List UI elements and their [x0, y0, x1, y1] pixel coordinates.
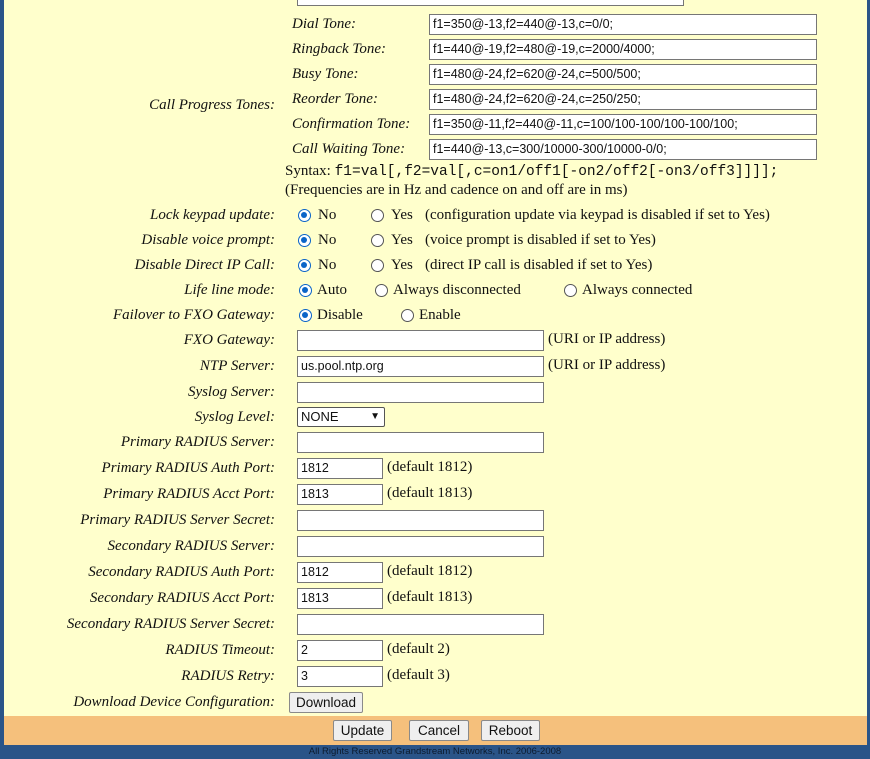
- secondary-secret-input[interactable]: [297, 614, 544, 635]
- primary-acct-port-label: Primary RADIUS Acct Port:: [103, 486, 275, 502]
- syslog-level-select[interactable]: [297, 407, 385, 427]
- secondary-acct-port-input[interactable]: 1813: [297, 588, 383, 609]
- disable-direct-yes-label: Yes: [391, 257, 413, 273]
- call-waiting-tone-input[interactable]: f1=440@-13,c=300/10000-300/10000-0/0;: [429, 139, 817, 160]
- action-bar: [4, 716, 867, 745]
- ntp-server-input[interactable]: us.pool.ntp.org: [297, 356, 544, 377]
- ntp-server-label: NTP Server:: [199, 358, 275, 374]
- dial-tone-input[interactable]: f1=350@-13,f2=440@-13,c=0/0;: [429, 14, 817, 35]
- radius-retry-label: RADIUS Retry:: [181, 668, 275, 684]
- disable-direct-no-label: No: [318, 257, 337, 273]
- secondary-secret-label: Secondary RADIUS Server Secret:: [66, 616, 275, 632]
- disable-direct-ip-label: Disable Direct IP Call:: [134, 257, 275, 273]
- syslog-server-input[interactable]: [297, 382, 544, 403]
- radius-timeout-label: RADIUS Timeout:: [165, 642, 275, 658]
- failover-disable-label: Disable: [317, 307, 363, 323]
- lock-keypad-label: Lock keypad update:: [150, 207, 275, 223]
- dial-tone-label: Dial Tone:: [292, 16, 357, 32]
- secondary-radius-server-label: Secondary RADIUS Server:: [107, 538, 275, 554]
- secondary-acct-port-label: Secondary RADIUS Acct Port:: [89, 590, 275, 606]
- primary-auth-port-label: Primary RADIUS Auth Port:: [101, 460, 275, 476]
- fxo-gateway-input[interactable]: [297, 330, 544, 351]
- disable-voice-yes-label: Yes: [391, 232, 413, 248]
- syntax-note: (Frequencies are in Hz and cadence on and off are in ms): [285, 182, 628, 198]
- failover-disable-radio[interactable]: [299, 309, 312, 322]
- primary-secret-label: Primary RADIUS Server Secret:: [80, 512, 275, 528]
- confirmation-tone-input[interactable]: f1=350@-11,f2=440@-11,c=100/100-100/100-100/100;: [429, 114, 817, 135]
- disable-voice-no-label: No: [318, 232, 337, 248]
- lock-keypad-no-label: No: [318, 207, 337, 223]
- ringback-tone-label: Ringback Tone:: [292, 41, 387, 57]
- life-line-connected-radio[interactable]: [564, 284, 577, 297]
- radius-timeout-note: (default 2): [387, 641, 450, 657]
- disable-voice-label: Disable voice prompt:: [141, 232, 275, 248]
- lock-keypad-note: (configuration update via keypad is disabled if set to Yes): [425, 207, 770, 223]
- download-button[interactable]: Download: [289, 692, 363, 713]
- update-button[interactable]: Update: [333, 720, 392, 741]
- failover-enable-label: Enable: [419, 307, 461, 323]
- failover-label: Failover to FXO Gateway:: [112, 307, 275, 323]
- primary-acct-port-note: (default 1813): [387, 485, 473, 501]
- secondary-acct-port-note: (default 1813): [387, 589, 473, 605]
- lock-keypad-yes-label: Yes: [391, 207, 413, 223]
- copyright-footer: All Rights Reserved Grandstream Networks, Inc. 2006-2008: [0, 745, 870, 759]
- primary-radius-server-label: Primary RADIUS Server:: [120, 434, 275, 450]
- disable-direct-yes-radio[interactable]: [371, 259, 384, 272]
- config-panel: [4, 0, 867, 716]
- primary-auth-port-note: (default 1812): [387, 459, 473, 475]
- chevron-down-icon: ▼: [370, 411, 380, 422]
- life-line-auto-label: Auto: [317, 282, 347, 298]
- disable-direct-no-radio[interactable]: [298, 259, 311, 272]
- syslog-server-label: Syslog Server:: [187, 384, 275, 400]
- confirmation-tone-label: Confirmation Tone:: [292, 116, 411, 132]
- life-line-auto-radio[interactable]: [299, 284, 312, 297]
- lock-keypad-no-radio[interactable]: [298, 209, 311, 222]
- cancel-button[interactable]: Cancel: [409, 720, 469, 741]
- failover-enable-radio[interactable]: [401, 309, 414, 322]
- reorder-tone-input[interactable]: f1=480@-24,f2=620@-24,c=250/250;: [429, 89, 817, 110]
- disable-voice-yes-radio[interactable]: [371, 234, 384, 247]
- reboot-button[interactable]: Reboot: [481, 720, 540, 741]
- ringback-tone-input[interactable]: f1=440@-19,f2=480@-19,c=2000/4000;: [429, 39, 817, 60]
- radius-retry-input[interactable]: 3: [297, 666, 383, 687]
- secondary-auth-port-label: Secondary RADIUS Auth Port:: [88, 564, 275, 580]
- syntax-line: [285, 163, 778, 180]
- syntax-label: Syntax:: [285, 163, 331, 179]
- syslog-level-value: NONE: [301, 409, 339, 424]
- disable-direct-note: (direct IP call is disabled if set to Yes): [425, 257, 653, 273]
- syslog-level-label: Syslog Level:: [194, 409, 275, 425]
- secondary-radius-server-input[interactable]: [297, 536, 544, 557]
- download-config-label: Download Device Configuration:: [73, 694, 275, 710]
- disable-voice-note: (voice prompt is disabled if set to Yes): [425, 232, 656, 248]
- fxo-gateway-note: (URI or IP address): [548, 331, 666, 347]
- disable-voice-no-radio[interactable]: [298, 234, 311, 247]
- busy-tone-input[interactable]: f1=480@-24,f2=620@-24,c=500/500;: [429, 64, 817, 85]
- life-line-connected-label: Always connected: [582, 282, 693, 298]
- fxo-gateway-label: FXO Gateway:: [183, 332, 275, 348]
- call-progress-tones-label: Call Progress Tones:: [149, 97, 275, 113]
- busy-tone-label: Busy Tone:: [292, 66, 359, 82]
- lock-keypad-yes-radio[interactable]: [371, 209, 384, 222]
- life-line-disconnected-label: Always disconnected: [393, 282, 521, 298]
- secondary-auth-port-note: (default 1812): [387, 563, 473, 579]
- primary-acct-port-input[interactable]: 1813: [297, 484, 383, 505]
- primary-auth-port-input[interactable]: 1812: [297, 458, 383, 479]
- life-line-label: Life line mode:: [184, 282, 275, 298]
- radius-timeout-input[interactable]: 2: [297, 640, 383, 661]
- life-line-disconnected-radio[interactable]: [375, 284, 388, 297]
- primary-secret-input[interactable]: [297, 510, 544, 531]
- cut-off-input[interactable]: [297, 0, 684, 6]
- syntax-code: f1=val[,f2=val[,c=on1/off1[-on2/off2[-on3/off3]]]];: [334, 164, 779, 180]
- secondary-auth-port-input[interactable]: 1812: [297, 562, 383, 583]
- ntp-server-note: (URI or IP address): [548, 357, 666, 373]
- primary-radius-server-input[interactable]: [297, 432, 544, 453]
- reorder-tone-label: Reorder Tone:: [292, 91, 378, 107]
- radius-retry-note: (default 3): [387, 667, 450, 683]
- call-waiting-tone-label: Call Waiting Tone:: [292, 141, 406, 157]
